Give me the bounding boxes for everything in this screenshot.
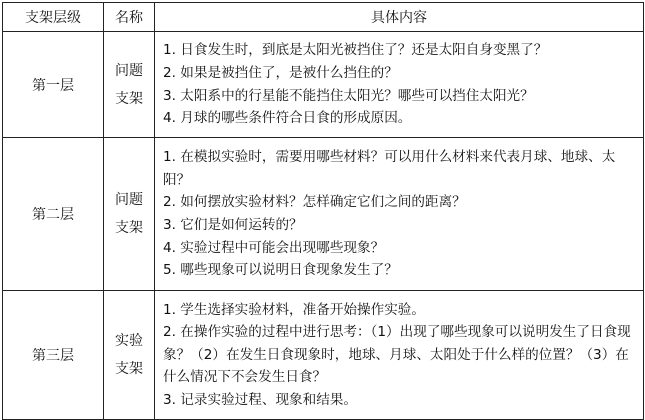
name-cell: [104, 138, 155, 291]
level-cell: 第二层: [3, 138, 104, 291]
header-name: 名称: [104, 3, 155, 32]
name-line: 支架: [115, 361, 143, 377]
header-level: 支架层级: [3, 3, 104, 32]
header-content: 具体内容: [155, 3, 644, 32]
content-item: 3. 太阳系中的行星能不能挡住太阳光？哪些可以挡住太阳光？: [163, 87, 534, 104]
table-row: [3, 138, 644, 291]
name-line: 问题: [115, 62, 143, 79]
name-line: 问题: [115, 192, 143, 208]
content-item: 1. 日食发生时，到底是太阳光被挡住了？还是太阳自身变黑了？: [163, 42, 548, 59]
content-cell: [155, 138, 644, 291]
content-cell: [155, 291, 644, 420]
content-item: 2. 如何摆放实验材料？怎样确定它们之间的距离？: [163, 194, 466, 211]
content-item: 1. 学生选择实验材料，准备开始操作实验。: [163, 301, 425, 318]
level-cell: 第一层: [3, 32, 104, 138]
content-item: 3. 它们是如何运转的？: [163, 217, 303, 233]
table-row: [3, 32, 644, 138]
scaffold-table: [2, 2, 644, 420]
level-cell: 第三层: [3, 291, 104, 420]
name-line: 支架: [115, 220, 143, 236]
content-item: 2. 如果是被挡住了，是被什么挡住的？: [163, 64, 398, 81]
table-row: [3, 291, 644, 420]
name-line: 支架: [115, 90, 143, 107]
table-header-row: [3, 3, 644, 32]
name-cell: [104, 32, 155, 138]
content-item: 3. 记录实验过程、现象和结果。: [163, 391, 358, 408]
content-item: 5. 哪些现象可以说明日食现象发生了？: [163, 262, 398, 279]
content-item: 2. 在操作实验的过程中进行思考：（1）出现了哪些现象可以说明发生了日食现象？（2）在发生日食现象时，地球、月球、太阳处于什么样的位置？（3）在什么情况下不会发生日食？: [163, 324, 631, 386]
name-cell: [104, 291, 155, 420]
content-item: 1. 在模拟实验时，需要用哪些材料？可以用什么材料来代表月球、地球、太阳？: [163, 149, 616, 188]
content-item: 4. 实验过程中可能会出现哪些现象？: [163, 239, 385, 256]
content-item: 4. 月球的哪些条件符合日食的形成原因。: [163, 110, 412, 127]
name-line: 实验: [115, 333, 143, 349]
content-cell: [155, 32, 644, 138]
